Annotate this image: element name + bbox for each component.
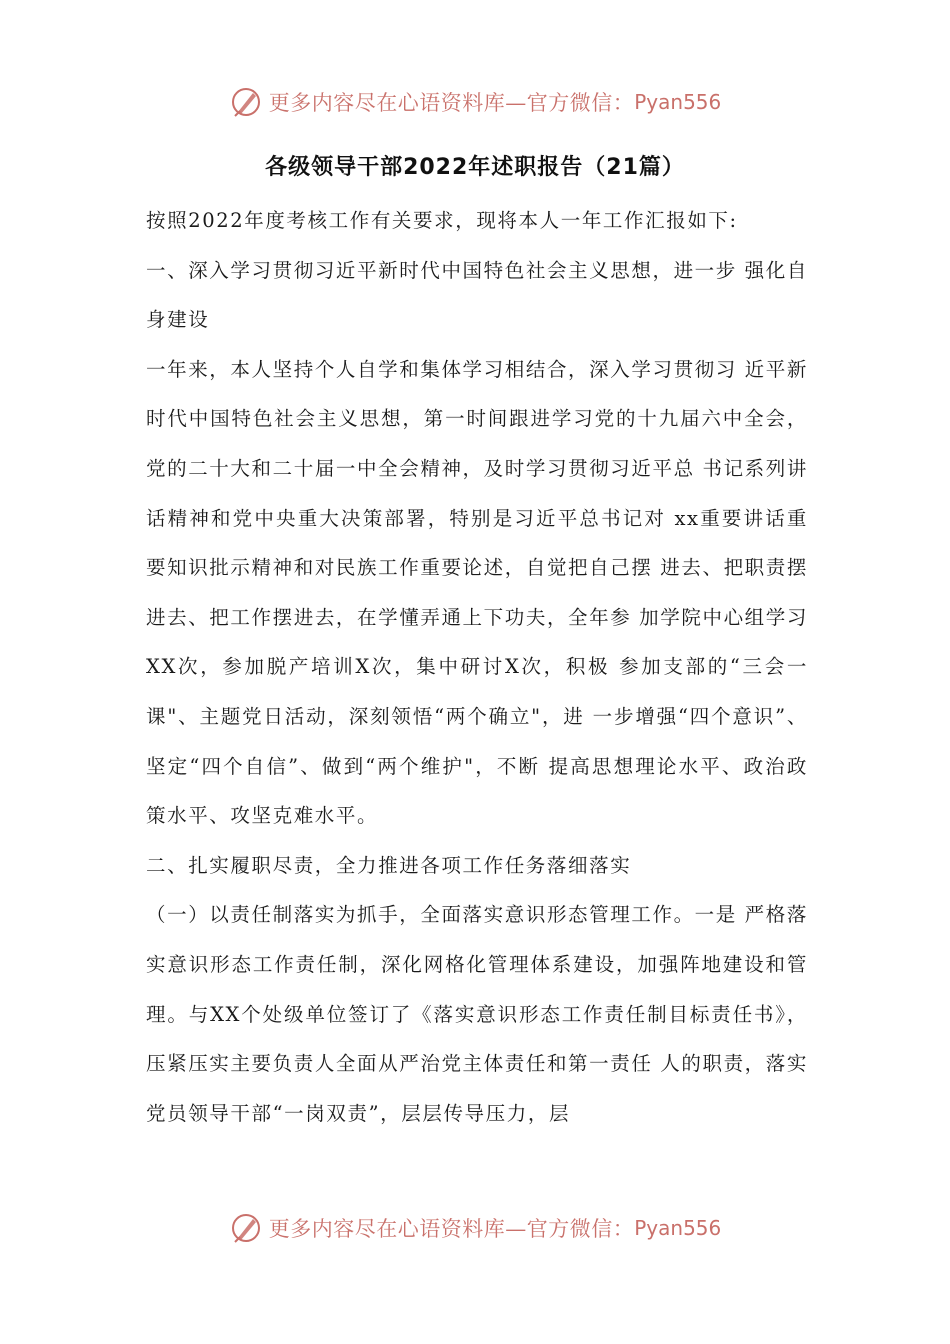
document-title: 各级领导干部2022年述职报告（21篇） <box>265 155 685 180</box>
watermark-handle: Pyan556 <box>634 90 722 114</box>
paragraph-section-2-1: （一）以责任制落实为抓手，全面落实意识形态管理工作。一是 严格落实意识形态工作责任制，深化网格化管理体系建设，加强阵地建设和管理。与XX个处级单位签订了《落实意识形态工作责任制目标责任书》，压紧压实主要负责人全面从严治党主体责任和第一责任 人的职责，落实党员领导干部“一岗双责”，层层传导压力，层 <box>146 903 808 1125</box>
watermark-handle: Pyan556 <box>634 1216 722 1240</box>
watermark-text: 更多内容尽在心语资料库—官方微信： <box>268 91 635 115</box>
quill-pen-icon <box>229 1211 263 1245</box>
watermark-header <box>0 82 950 122</box>
document-body <box>146 196 808 1138</box>
heading-section-1: 一、深入学习贯彻习近平新时代中国特色社会主义思想，进一步 强化自身建设 <box>146 258 808 332</box>
watermark-footer <box>0 1208 950 1248</box>
quill-pen-icon <box>229 85 263 119</box>
paragraph-intro: 按照2022年度考核工作有关要求，现将本人一年工作汇报如下: <box>146 209 738 232</box>
heading-section-2: 二、扎实履职尽责，全力推进各项工作任务落细落实 <box>146 853 632 877</box>
watermark-text: 更多内容尽在心语资料库—官方微信： <box>268 1217 635 1241</box>
paragraph-section-1: 一年来，本人坚持个人自学和集体学习相结合，深入学习贯彻习 近平新时代中国特色社会主义思想，第一时间跟进学习党的十九届六中全会，党的二十大和二十届一中全会精神，及时学习贯彻习近平总 书记系列讲话精神和党中央重大决策部署，特别是习近平总书记对 xx重要讲话重要知识批示精神和对民族工作重要论述，自觉把自己摆 进去、把职责摆进去、把工作摆进去，在学懂弄通上下功夫，全年参 加学院中心组学习XX次，参加脱产培训X次，集中研讨X次，积极 参加支部的“三会一课"、主题党日活动，深刻领悟“两个确立"，进 一步增强“四个意识”、坚定“四个自信”、做到“两个维护"，不断 提高思想理论水平、政治政策水平、攻坚克难水平。 <box>146 357 808 828</box>
